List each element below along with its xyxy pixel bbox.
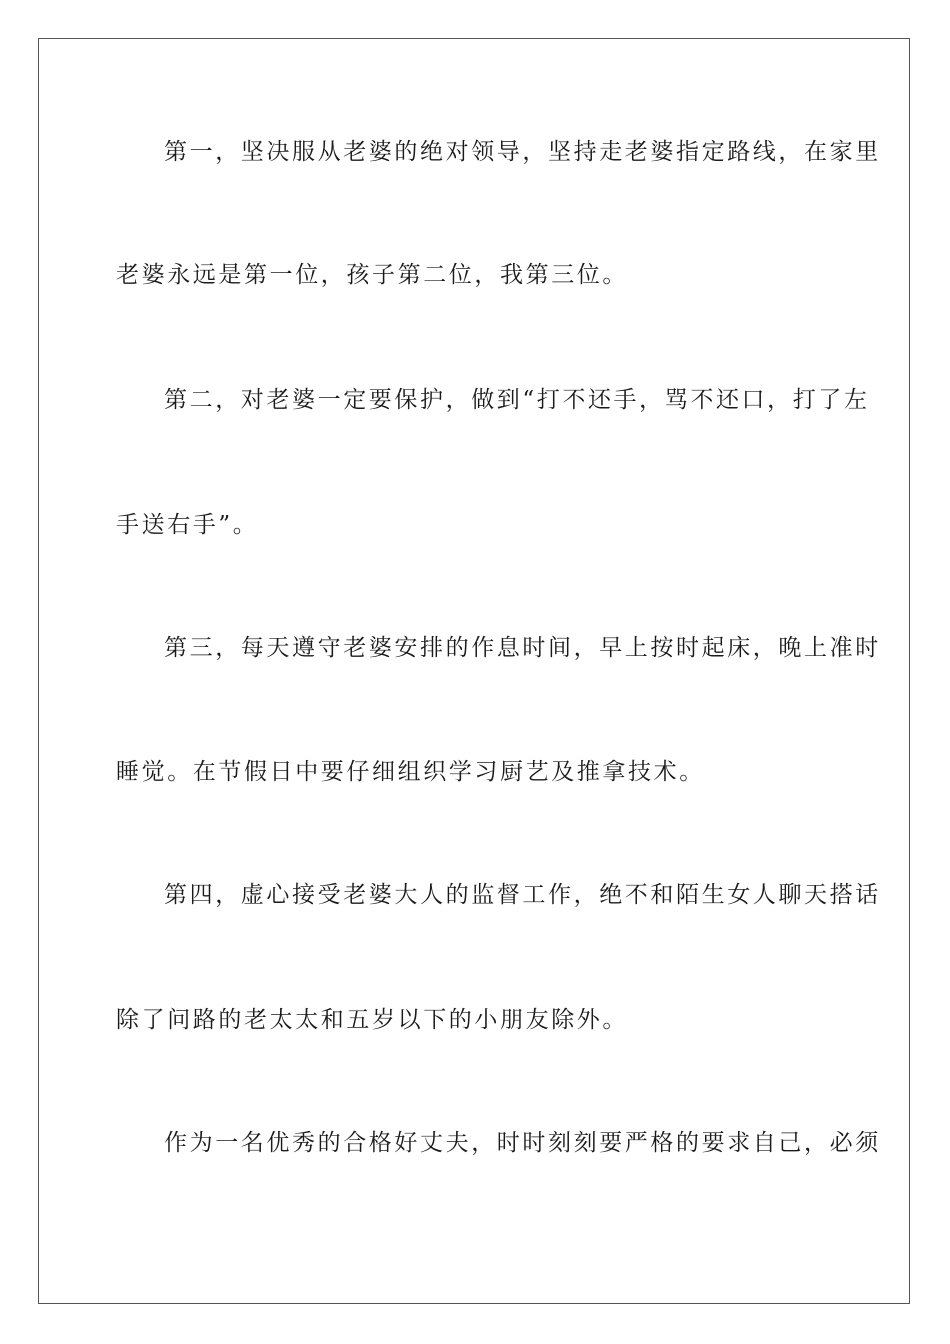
paragraph-line: 作为一名优秀的合格好丈夫，时时刻刻要严格的要求自己，必须 (164, 1130, 881, 1156)
paragraph-line: 第三，每天遵守老婆安排的作息时间，早上按时起床，晚上准时 (164, 635, 881, 661)
paragraph-line: 老婆永远是第一位，孩子第二位，我第三位。 (116, 262, 628, 288)
page-border (38, 38, 910, 1304)
paragraph-line: 除了问路的老太太和五岁以下的小朋友除外。 (116, 1007, 628, 1033)
paragraph-line: 睡觉。在节假日中要仔细组织学习厨艺及推拿技术。 (116, 759, 705, 785)
paragraph-line: 第一，坚决服从老婆的绝对领导，坚持走老婆指定路线，在家里 (164, 139, 881, 165)
paragraph-line: 手送右手”。 (116, 512, 259, 538)
paragraph-line: 第二，对老婆一定要保护，做到“打不还手，骂不还口，打了左 (164, 387, 870, 413)
paragraph-line: 第四，虚心接受老婆大人的监督工作，绝不和陌生女人聊天搭话 (164, 882, 881, 908)
